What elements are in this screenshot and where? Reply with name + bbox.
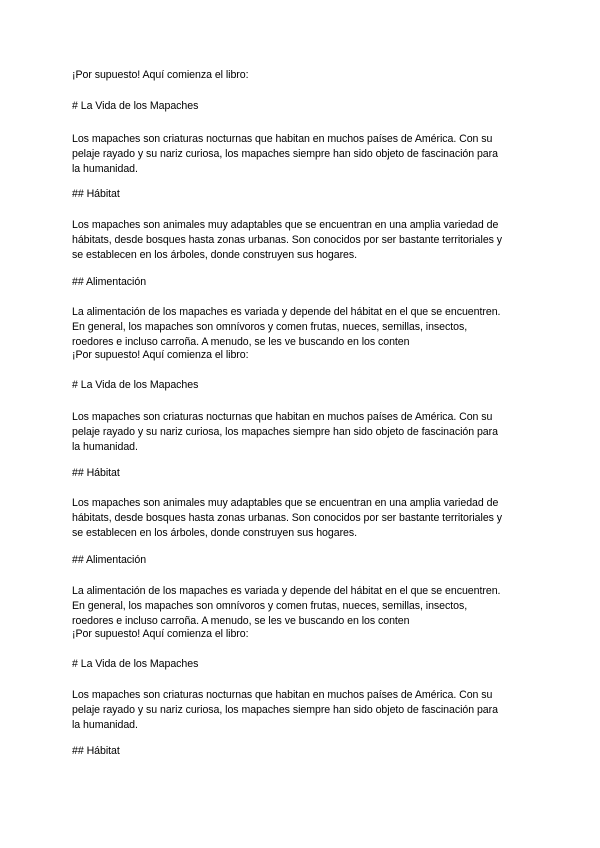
heading-1: # La Vida de los Mapaches [72, 379, 199, 391]
paragraph-line: se establecen en los árboles, donde construyen sus hogares. [72, 527, 358, 539]
paragraph-line: roedores e incluso carroña. A menudo, se les ve buscando en los conten [72, 336, 410, 348]
heading-2: ## Alimentación [72, 554, 147, 566]
paragraph-line: la humanidad. [72, 719, 138, 731]
paragraph-line: pelaje rayado y su nariz curiosa, los mapaches siempre han sido objeto de fascinación para [72, 704, 498, 716]
heading-2: ## Alimentación [72, 276, 147, 288]
paragraph-line: hábitats, desde bosques hasta zonas urbanas. Son conocidos por ser bastante territoriales y [72, 234, 503, 246]
paragraph-line: Los mapaches son criaturas nocturnas que habitan en muchos países de América. Con su [72, 133, 493, 145]
paragraph-line: Los mapaches son criaturas nocturnas que habitan en muchos países de América. Con su [72, 411, 493, 423]
paragraph-line: se establecen en los árboles, donde construyen sus hogares. [72, 249, 358, 261]
paragraph-line: Los mapaches son criaturas nocturnas que habitan en muchos países de América. Con su [72, 689, 493, 701]
intro-line: ¡Por supuesto! Aquí comienza el libro: [72, 349, 249, 361]
paragraph-line: En general, los mapaches son omnívoros y comen frutas, nueces, semillas, insectos, [72, 600, 468, 612]
heading-2: ## Hábitat [72, 467, 120, 479]
paragraph-line: pelaje rayado y su nariz curiosa, los mapaches siempre han sido objeto de fascinación para [72, 426, 498, 438]
paragraph-line: roedores e incluso carroña. A menudo, se les ve buscando en los conten [72, 615, 410, 627]
intro-line: ¡Por supuesto! Aquí comienza el libro: [72, 628, 249, 640]
paragraph-line: La alimentación de los mapaches es variada y depende del hábitat en el que se encuentren. [72, 306, 501, 318]
paragraph-line: Los mapaches son animales muy adaptables que se encuentran en una amplia variedad de [72, 497, 499, 509]
heading-2: ## Hábitat [72, 188, 120, 200]
paragraph-line: hábitats, desde bosques hasta zonas urbanas. Son conocidos por ser bastante territoriales y [72, 512, 503, 524]
paragraph-line: En general, los mapaches son omnívoros y comen frutas, nueces, semillas, insectos, [72, 321, 468, 333]
paragraph-line: pelaje rayado y su nariz curiosa, los mapaches siempre han sido objeto de fascinación para [72, 148, 498, 160]
paragraph-line: La alimentación de los mapaches es variada y depende del hábitat en el que se encuentren. [72, 585, 501, 597]
intro-line: ¡Por supuesto! Aquí comienza el libro: [72, 69, 249, 81]
paragraph-line: la humanidad. [72, 441, 138, 453]
heading-1: # La Vida de los Mapaches [72, 100, 199, 112]
heading-2: ## Hábitat [72, 745, 120, 757]
paragraph-line: la humanidad. [72, 163, 138, 175]
heading-1: # La Vida de los Mapaches [72, 658, 199, 670]
paragraph-line: Los mapaches son animales muy adaptables que se encuentran en una amplia variedad de [72, 219, 499, 231]
